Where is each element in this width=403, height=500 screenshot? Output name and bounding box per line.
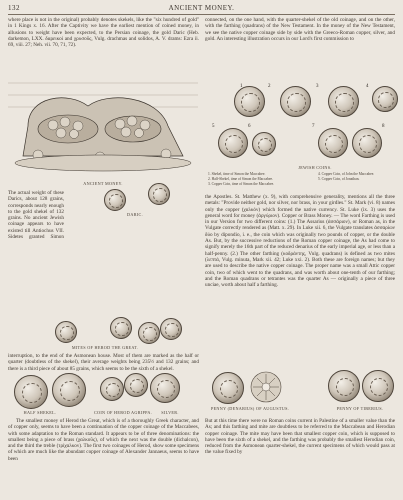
coin-number-2: 2 — [268, 84, 271, 89]
coin-number-8: 8 — [382, 124, 385, 129]
mites-caption: MITES OF HEROD THE GREAT. — [71, 345, 139, 350]
col2-mid-text — [205, 194, 395, 348]
col1-mid-text — [8, 353, 199, 372]
jewish-coins-list-item: 1. Shekel, time of Simon the Maccabee. — [208, 172, 266, 176]
mite-coin-4 — [160, 318, 182, 340]
page-title: ANCIENT MONEY. — [168, 4, 235, 12]
mite-coin-3 — [138, 322, 160, 344]
hoard-caption: ANCIENT MONEY. — [83, 181, 123, 186]
silver-coin — [150, 373, 180, 403]
jewish-coins-list-left — [208, 172, 274, 187]
coin-number-4: 4 — [366, 84, 369, 89]
running-header — [8, 4, 395, 14]
daric-coin-2 — [148, 183, 170, 205]
col2-top-paragraph: connected, on the one hand, with the quarter-shekel of the old coinage, and on the other, with the farthing (quadrans) of the New Testament. In the money of the New Testament, we see the native copper coinage side by side with the Greeco-Roman copper, silver, and gold. An interesting illustration occurs in our Lord's first commission to — [205, 17, 395, 42]
coin-number-1: 1 — [240, 84, 243, 89]
jewish-coin-1 — [234, 86, 265, 117]
daric-caption: DARIC. — [127, 212, 143, 217]
col2-bottom-text — [205, 418, 395, 498]
agrippa-coin-2 — [124, 373, 148, 397]
jewish-coins-list-item: 2. Half-Shekel, time of Simon the Maccabee. — [208, 177, 273, 181]
jewish-coin-5 — [218, 128, 248, 158]
mite-coin-2 — [110, 317, 132, 339]
tiberius-penny-obverse — [328, 370, 360, 402]
daric-paragraph: The actual weight of these Darics, about 128 grains, corresponds nearly enough to the gold shekel of 132 grains. No ancient Jewish coinage appears to have existed till Antiochus VII. Sidetes granted Simon — [8, 190, 64, 240]
ancient-money-hoard-illustration — [8, 71, 198, 179]
jewish-coin-6 — [252, 132, 276, 156]
col1-top-paragraph: where place is not in the original) probably denotes skekels, like the "six hundred of gold" in 1 Kings x. 16. After the Captivity we have the earliest mention of coined money, in allusions to weight have been expected, to the Persian coinage, the gold Daric (Heb. darkemon, LXX. δαρεικοί and χρυσοῦς, Vulg. drachmas and solidos, A. V. drams: Ezra ii. 69, viii. 27; Neh. vii. 70, 71, 72). — [8, 17, 199, 49]
jewish-coins-list-item: 4. Copper Coin, of John the Maccabee. — [318, 172, 375, 176]
col1-mid-paragraph: interruption, to the end of the Asmonean house. Most of them are marked as the half or quarter (doubtless of the shekel), their average weights being 235½ and 132 grains; and there is a third piece of about 85 grains, which seems to be the sixth of a shekel. — [8, 353, 199, 372]
agrippa-coin-1 — [100, 377, 124, 401]
jewish-coins-list-right — [318, 172, 374, 182]
col1-silver-text — [8, 242, 199, 306]
augustus-penny-caption: PENNY (DENARIUS) OF AUGUSTUS. — [210, 406, 290, 411]
col2-top-text — [205, 17, 395, 42]
jewish-coin-4 — [372, 86, 398, 112]
coin-number-6: 6 — [248, 124, 251, 129]
jewish-coins-list-item: 3. Copper Coin, time of Simon the Maccabee. — [208, 182, 275, 186]
augustus-penny-obverse — [212, 372, 244, 404]
silver-caption: SILVER. — [161, 410, 179, 415]
jewish-coin-3 — [328, 86, 359, 117]
herod-agrippa-caption: COIN OF HEROD AGRIPPA. — [93, 410, 153, 415]
jewish-coins-caption: JEWISH COINS. — [298, 165, 332, 170]
daric-intro-text — [8, 190, 64, 240]
tiberius-penny-caption: PENNY OF TIBERIUS. — [336, 406, 384, 411]
coin-number-7: 7 — [312, 124, 315, 129]
col1-bottom-text — [8, 418, 199, 498]
coin-number-5: 5 — [212, 124, 215, 129]
jewish-coin-7 — [318, 128, 348, 158]
mite-coin-1 — [55, 321, 77, 343]
jewish-coin-8 — [352, 128, 382, 158]
col2-bottom-paragraph: But at this time there were no Roman coins current in Palestine of a smaller value than the As; and this farthing and mite are doubtless to be referred to the Maccabean and Herodian copper coinage. The mite may have been that smallest copper coin, which is supposed to have been the sixth of a shekel, and the farthing was probably the smallest Herodian coin, reduced from the Asmonean quarter-shekel, the current specimens of which would pass at the value fixed by — [205, 418, 395, 456]
col1-top-text — [8, 17, 199, 48]
half-shekel-coin-2 — [52, 373, 86, 407]
col2-mid-paragraph: the Apostles. St. Matthew (x. 9), with comprehensive generality, mentions all the three metals: "Provide neither gold, nor silver, nor brass, in your girdles." St. Mark (vi. 8) names only the copper (χαλκόν) which formed the native currency. St. Luke (ix. 3) uses the general word for money (ἀργύριον). Copper or Brass Money. — The word Farthing is used in our Version for two different coins: (1.) The Assarius (ἀσσάριον), or Roman as, in the Vulgate correctly rendered as (Matt. x. 29). In Luke xii. 6, the Vulgate translates ἀσσαρίων δύο by dipondio, i. e., the coin which was originally two pounds of copper, or the double As. But, by the successive reductions of the Roman copper coinage, the As had come to signify merely the 16th part of the reduced denarius of the early imperial age, or less than a half-penny. (2.) The other farthing (κοδράντης, Vulg. quadrans) is defined as two mites (λεπτά, Vulg. minuta, Mark xii. 42; Luke xxi. 2). Both these are foreign names; but they are used to describe the native copper coinage. The proper name was a small Attic copper coin, two of which went to the quadrans, and was worth about one-tenth of our farthing; and the Roman quadrans or tetrantes was the quarter As — originally a piece of three unciae, worth about half a farthing. — [205, 194, 395, 289]
page-number: 132 — [8, 4, 20, 12]
augustus-penny-reverse — [250, 371, 282, 403]
tiberius-penny-reverse — [362, 370, 394, 402]
jewish-coins-list-item: 5. Copper Coin, of Jonathan. — [318, 177, 360, 181]
coin-number-3: 3 — [316, 84, 319, 89]
half-shekel-caption: HALF SHEKEL. — [23, 410, 57, 415]
header-rule — [8, 14, 395, 15]
jewish-coin-2 — [280, 86, 311, 117]
half-shekel-coin-1 — [14, 375, 48, 409]
col1-bottom-paragraph: The smallest money of Herod the Great, which is of a thoroughly Greek character, and of copper only, seems to have been a continuation of the copper coinage of the Maccabees, with some adaptation to the Roman standard. It appears to be of three denominations: the smallest being a piece of brass (χαλκοῦς), of which the next was the double (dichalcon), and the third the treble (τρίχαλκον). The first two coinages of Herod, show some specimens of which are much like the abundant copper coinage of Alexander Jannaeus, seems to have been — [8, 418, 199, 462]
daric-coin-1 — [104, 189, 126, 211]
